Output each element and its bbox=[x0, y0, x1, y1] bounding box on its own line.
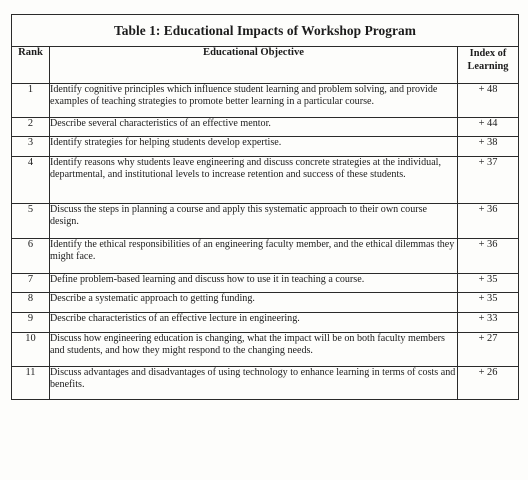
rank-cell: 2 bbox=[12, 118, 50, 137]
table-row bbox=[12, 118, 519, 137]
index-cell: + 37 bbox=[458, 157, 519, 204]
header-row bbox=[12, 47, 519, 84]
table-row bbox=[12, 157, 519, 204]
index-cell: + 38 bbox=[458, 137, 519, 157]
objective-cell: Define problem-based learning and discuss how to use it in teaching a course. bbox=[50, 274, 458, 293]
index-header bbox=[458, 47, 519, 84]
objective-cell: Describe characteristics of an effective lecture in engineering. bbox=[50, 313, 458, 333]
table-row bbox=[12, 293, 519, 313]
index-cell: + 48 bbox=[458, 84, 519, 118]
table-row bbox=[12, 204, 519, 239]
rank-cell: 10 bbox=[12, 333, 50, 367]
index-cell: + 35 bbox=[458, 274, 519, 293]
rank-cell: 9 bbox=[12, 313, 50, 333]
index-cell: + 36 bbox=[458, 239, 519, 274]
objective-cell: Discuss how engineering education is changing, what the impact will be on both faculty members and students, and how they might respond to the changing needs. bbox=[50, 333, 458, 367]
table-row bbox=[12, 84, 519, 118]
objective-cell: Discuss the steps in planning a course and apply this systematic approach to their own course design. bbox=[50, 204, 458, 239]
rank-cell: 4 bbox=[12, 157, 50, 204]
rank-cell: 5 bbox=[12, 204, 50, 239]
rank-cell: 7 bbox=[12, 274, 50, 293]
rank-cell: 1 bbox=[12, 84, 50, 118]
objective-cell: Describe several characteristics of an effective mentor. bbox=[50, 118, 458, 137]
table-row bbox=[12, 333, 519, 367]
table-row bbox=[12, 313, 519, 333]
objective-cell: Identify strategies for helping students develop expertise. bbox=[50, 137, 458, 157]
table-title: Table 1: Educational Impacts of Workshop Program bbox=[12, 15, 519, 47]
table-title-row bbox=[12, 15, 519, 47]
rank-cell: 11 bbox=[12, 367, 50, 400]
index-cell: + 33 bbox=[458, 313, 519, 333]
index-cell: + 36 bbox=[458, 204, 519, 239]
rank-cell: 8 bbox=[12, 293, 50, 313]
objective-header: Educational Objective bbox=[50, 47, 458, 84]
objective-cell: Identify cognitive principles which influence student learning and problem solving, and provide examples of teaching strategies to promote better learning in a particular course. bbox=[50, 84, 458, 118]
index-header-line2: Learning bbox=[467, 61, 509, 72]
index-cell: + 35 bbox=[458, 293, 519, 313]
index-cell: + 26 bbox=[458, 367, 519, 400]
table-row bbox=[12, 137, 519, 157]
rank-header: Rank bbox=[12, 47, 50, 84]
objective-cell: Identify the ethical responsibilities of an engineering faculty member, and the ethical dilemmas they might face. bbox=[50, 239, 458, 274]
table-row bbox=[12, 367, 519, 400]
rank-cell: 6 bbox=[12, 239, 50, 274]
table-row bbox=[12, 274, 519, 293]
objective-cell: Describe a systematic approach to getting funding. bbox=[50, 293, 458, 313]
index-cell: + 44 bbox=[458, 118, 519, 137]
index-header-line1: Index of bbox=[469, 48, 507, 59]
rank-cell: 3 bbox=[12, 137, 50, 157]
table-row bbox=[12, 239, 519, 274]
objective-cell: Identify reasons why students leave engineering and discuss concrete strategies at the individual, departmental, and institutional levels to increase retention and success of these students. bbox=[50, 157, 458, 204]
objective-cell: Discuss advantages and disadvantages of using technology to enhance learning in terms of costs and benefits. bbox=[50, 367, 458, 400]
index-cell: + 27 bbox=[458, 333, 519, 367]
objectives-table bbox=[11, 14, 519, 400]
